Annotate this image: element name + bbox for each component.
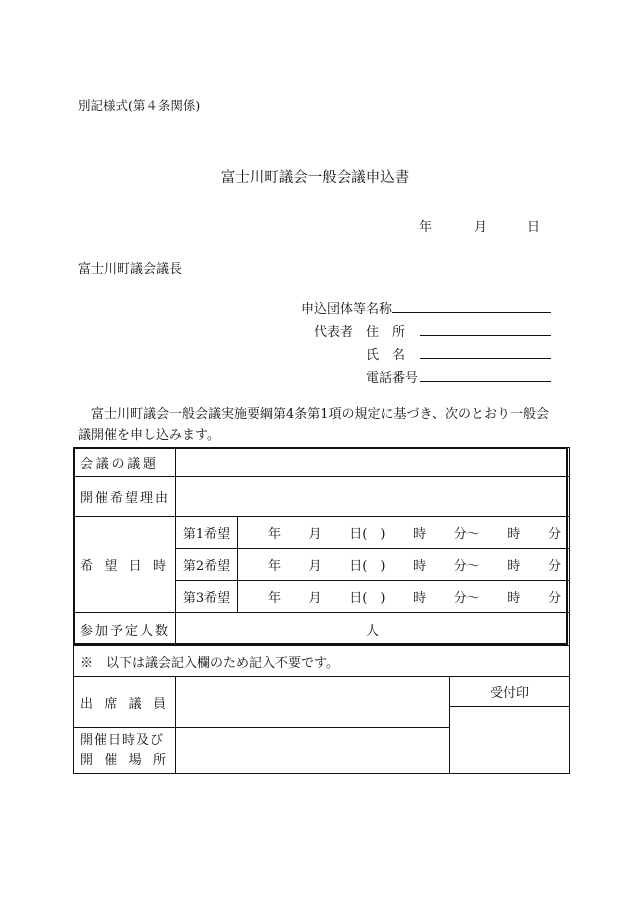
- note: ※ 以下は議会記入欄のため記入不要です。: [74, 646, 570, 677]
- preferred-label: 希 望 日 時: [80, 559, 166, 574]
- representative-label: 代表者: [314, 325, 354, 340]
- date-day-label: 日: [527, 220, 541, 235]
- members-label: 出 席 議 員: [80, 696, 166, 712]
- venue-field[interactable]: [176, 728, 450, 774]
- phone-label: 電話番号: [366, 371, 419, 386]
- receipt-stamp-box: [450, 707, 570, 774]
- venue-label-line1: 開催日時及び: [80, 732, 165, 748]
- choice-1-label: 第1希望: [176, 517, 238, 549]
- phone-field[interactable]: [420, 381, 551, 382]
- reason-label: 開催希望理由: [74, 477, 176, 517]
- members-label-cell: [74, 677, 176, 728]
- preferred-label-cell: [74, 517, 176, 613]
- choice-2-label: 第2希望: [176, 549, 238, 581]
- date-year-label: 年: [419, 220, 433, 235]
- attendees-unit: 人: [366, 623, 380, 639]
- application-table: [73, 447, 570, 774]
- name-label: 氏 名: [366, 348, 406, 363]
- attendees-field[interactable]: [176, 613, 570, 646]
- org-name-label: 申込団体等名称: [301, 302, 393, 317]
- members-field[interactable]: [176, 677, 450, 728]
- topic-label: 会 議 の 議 題: [80, 456, 156, 472]
- org-name-field[interactable]: [392, 312, 551, 313]
- name-field[interactable]: [420, 358, 551, 359]
- venue-label-line2: 開 催 場 所: [80, 752, 166, 768]
- receipt-label: 受付印: [450, 677, 570, 707]
- date-month-label: 月: [474, 220, 488, 235]
- topic-field[interactable]: [176, 448, 570, 477]
- address-label: 住 所: [366, 325, 406, 340]
- body-text: 富士川町議会一般会議実施要綱第4条第1項の規定に基づき、次のとおり一般会議開催を申し込みます。: [78, 407, 550, 443]
- choice-2-datetime[interactable]: 年 月 日( ) 時 分～ 時 分: [238, 549, 570, 581]
- choice-1-datetime[interactable]: 年 月 日( ) 時 分～ 時 分: [238, 517, 570, 549]
- choice-3-datetime[interactable]: 年 月 日( ) 時 分～ 時 分: [238, 581, 570, 613]
- form-number: 別記様式(第４条関係): [78, 98, 201, 113]
- venue-label-cell: [74, 728, 176, 774]
- attendees-label: 参加予定人数: [74, 613, 176, 646]
- address-field[interactable]: [420, 335, 551, 336]
- topic-label-cell: [74, 448, 176, 477]
- addressee: 富士川町議会議長: [78, 262, 183, 277]
- page-title: 富士川町議会一般会議申込書: [220, 170, 410, 186]
- choice-3-label: 第3希望: [176, 581, 238, 613]
- reason-field[interactable]: [176, 477, 570, 517]
